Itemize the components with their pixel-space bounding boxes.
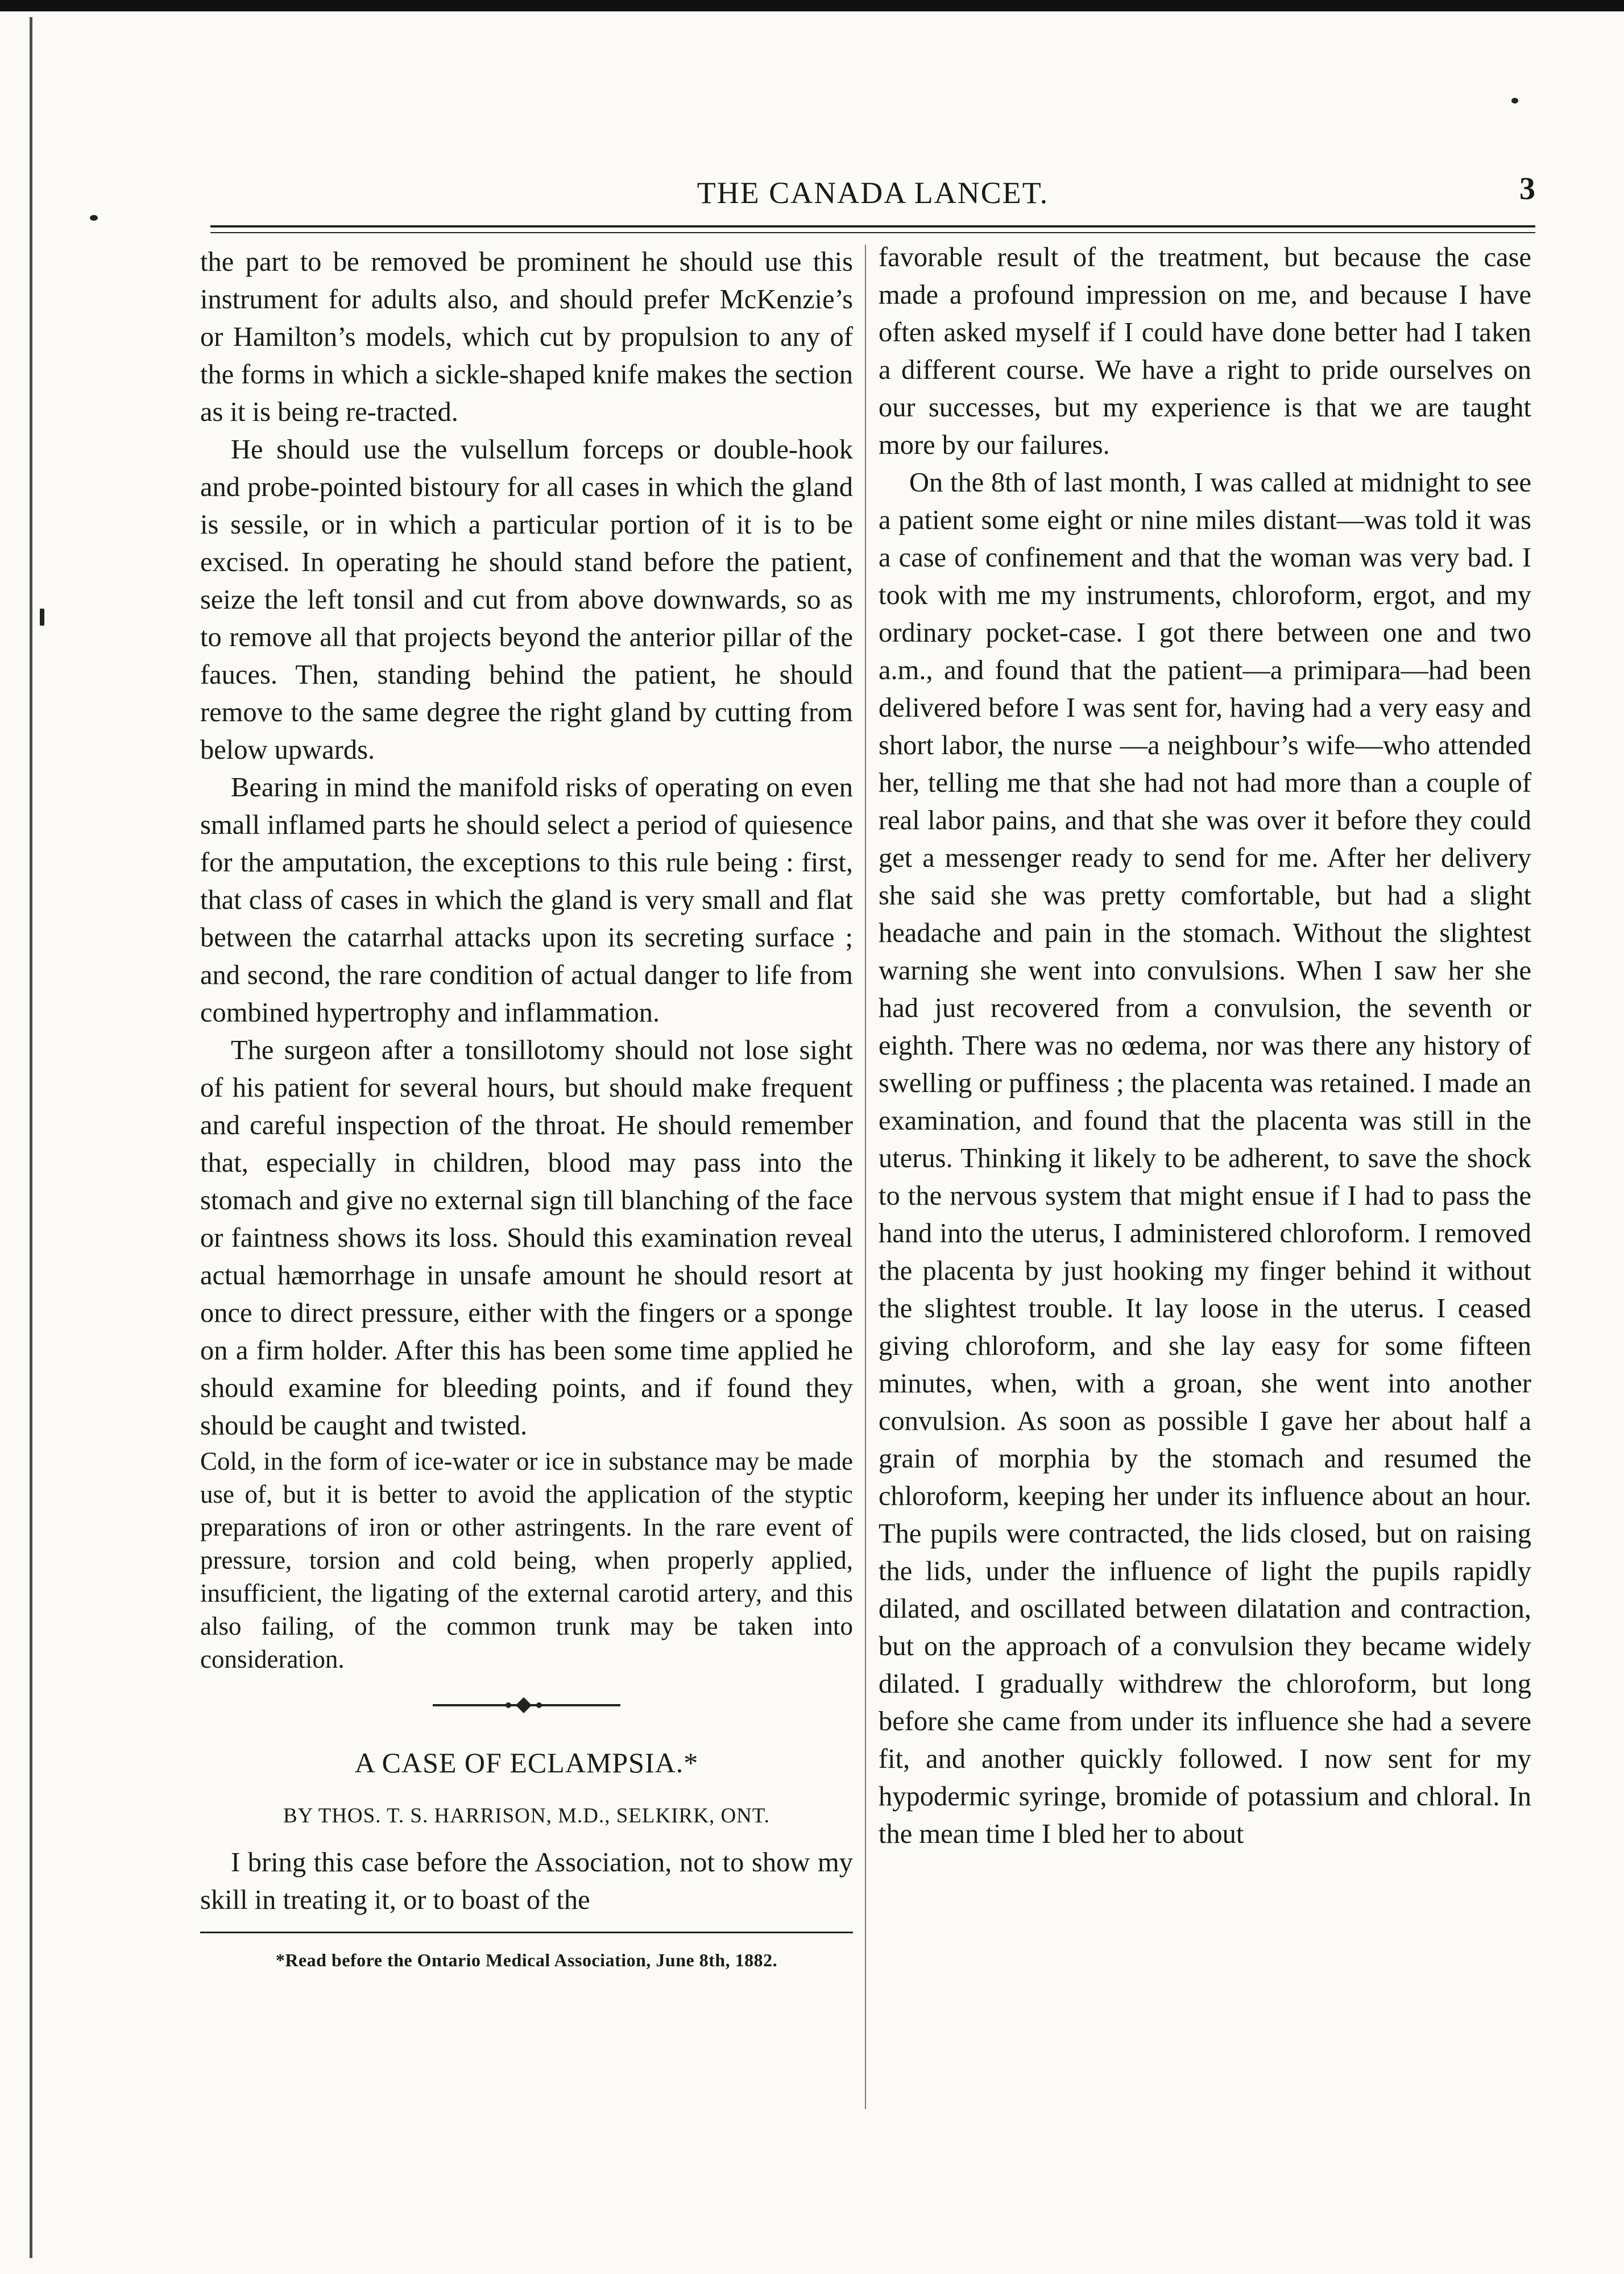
ink-speck [40,609,44,626]
article-byline: BY THOS. T. S. HARRISON, M.D., SELKIRK, ONT. [283,1804,770,1828]
section-ornament-divider [433,1698,620,1712]
paragraph: favorable result of the treatment, but because the case made a profound impression on me, and because I have often asked myself if I could have done better had I taken a different course. We have a right to pride ourselves on our successes, but my experience is that we are taught more by our failures. [879,242,1531,460]
page-edge-shadow [30,17,32,2258]
paragraph: Bearing in mind the manifold risks of operating on even small inflamed parts he should select a period of quiesence for the amputation, the exceptions to this rule being : first, that class of cases in which the gland is very small and flat between the catarrhal attacks upon its secreting surface ; and second, the rare condition of actual danger to life from combined hypertrophy and inflammation. [200,772,853,1028]
top-border-rule [0,0,1624,11]
article-title: A CASE OF ECLAMPSIA.* [354,1747,699,1779]
paragraph: He should use the vulsellum forceps or double-hook and probe-pointed bistoury for all cases in which the gland is sessile, or in which a particular portion of it is to be excised. In operating he should stand before the patient, seize the left tonsil and cut from above downwards, so as to remove all that projects beyond the anterior pillar of the fauces. Then, standing behind the patient, he should remove to the same degree the right gland by cutting from below upwards. [200,435,853,765]
page-number: 3 [1519,171,1535,206]
header-rule-thin [210,232,1535,233]
paragraph-small-type: Cold, in the form of ice-water or ice in substance may be made use of, but it is better to avoid the application of the styptic preparations of iron or other astringents. In the rare event of pressure, torsion and cold being, when properly applied, insufficient, the ligating of the external carotid artery, and this also failing, of the common trunk may be taken into consideration. [200,1447,853,1673]
column-divider [865,245,866,2109]
ink-speck [1511,98,1518,104]
running-head [210,171,1535,222]
footnote: *Read before the Ontario Medical Association, June 8th, 1882. [275,1950,778,1970]
ink-speck [90,215,98,221]
journal-title: THE CANADA LANCET. [697,176,1049,210]
paragraph: I bring this case before the Association, not to show my skill in treating it, or to boast of the [200,1847,853,1915]
paragraph: On the 8th of last month, I was called at midnight to see a patient some eight or nine miles distant—was told it was a case of confinement and that the woman was very bad. I took with me my instruments, chloroform, ergot, and my ordinary pocket-case. I got there between one and two a.m., and found that the patient—a primipara—had been delivered before I was sent for, having had a very easy and short labor, the nurse —a neighbour’s wife—who attended her, telling me that she had not had more than a couple of real labor pains, and that she was over it before they could get a messenger ready to send for me. After her delivery she said she was pretty comfortable, but had a slight headache and pain in the stomach. Without the slightest warning she went into convulsions. When I saw her she had just recovered from a convulsion, the seventh or eighth. There was no œdema, nor was there any history of swelling or puffiness ; the placenta was retained. I made an examination, and found that the placenta was still in the uterus. Thinking it likely to be adherent, to save the shock to the nervous system that might ensue if I had to pass the hand into the uterus, I administered chloroform. I removed the placenta by just hooking my finger behind it without the slightest trouble. It lay loose in the uterus. I ceased giving chloroform, and she lay easy for some fifteen minutes, when, with a groan, she went into another convulsion. As soon as possible I gave her about half a grain of morphia by the stomach and resumed the chloroform, keeping her under its influence about an hour. The pupils were contracted, the lids closed, but on raising the lids, under the influence of light the pupils rapidly dilated, and oscillated between dilatation and contraction, but on the approach of a convulsion they became widely dilated. I gradually withdrew the chloroform, but long before she came from under its influence she had a severe fit, and another quickly followed. I now sent for my hypodermic syringe, bromide of potassium and chloral. In the mean time I bled her to about [879,468,1531,1849]
right-column [879,239,1531,1853]
left-column [200,243,853,1979]
paragraph: the part to be removed be prominent he should use this instrument for adults also, and should prefer McKenzie’s or Hamilton’s models, which cut by propulsion to any of the forms in which a sickle-shaped knife makes the section as it is being re-tracted. [200,247,853,427]
paragraph: The surgeon after a tonsillotomy should not lose sight of his patient for several hours, but should make frequent and careful inspection of the throat. He should remember that, especially in children, blood may pass into the stomach and give no external sign till blanching of the face or faintness shows its loss. Should this examination reveal actual hæmorrhage in unsafe amount he should resort at once to direct pressure, either with the fingers or a sponge on a firm holder. After this has been some time applied he should examine for bleeding points, and if found they should be caught and twisted. [200,1035,853,1441]
header-rule-thick [210,225,1535,228]
footnote-rule [200,1932,853,1933]
